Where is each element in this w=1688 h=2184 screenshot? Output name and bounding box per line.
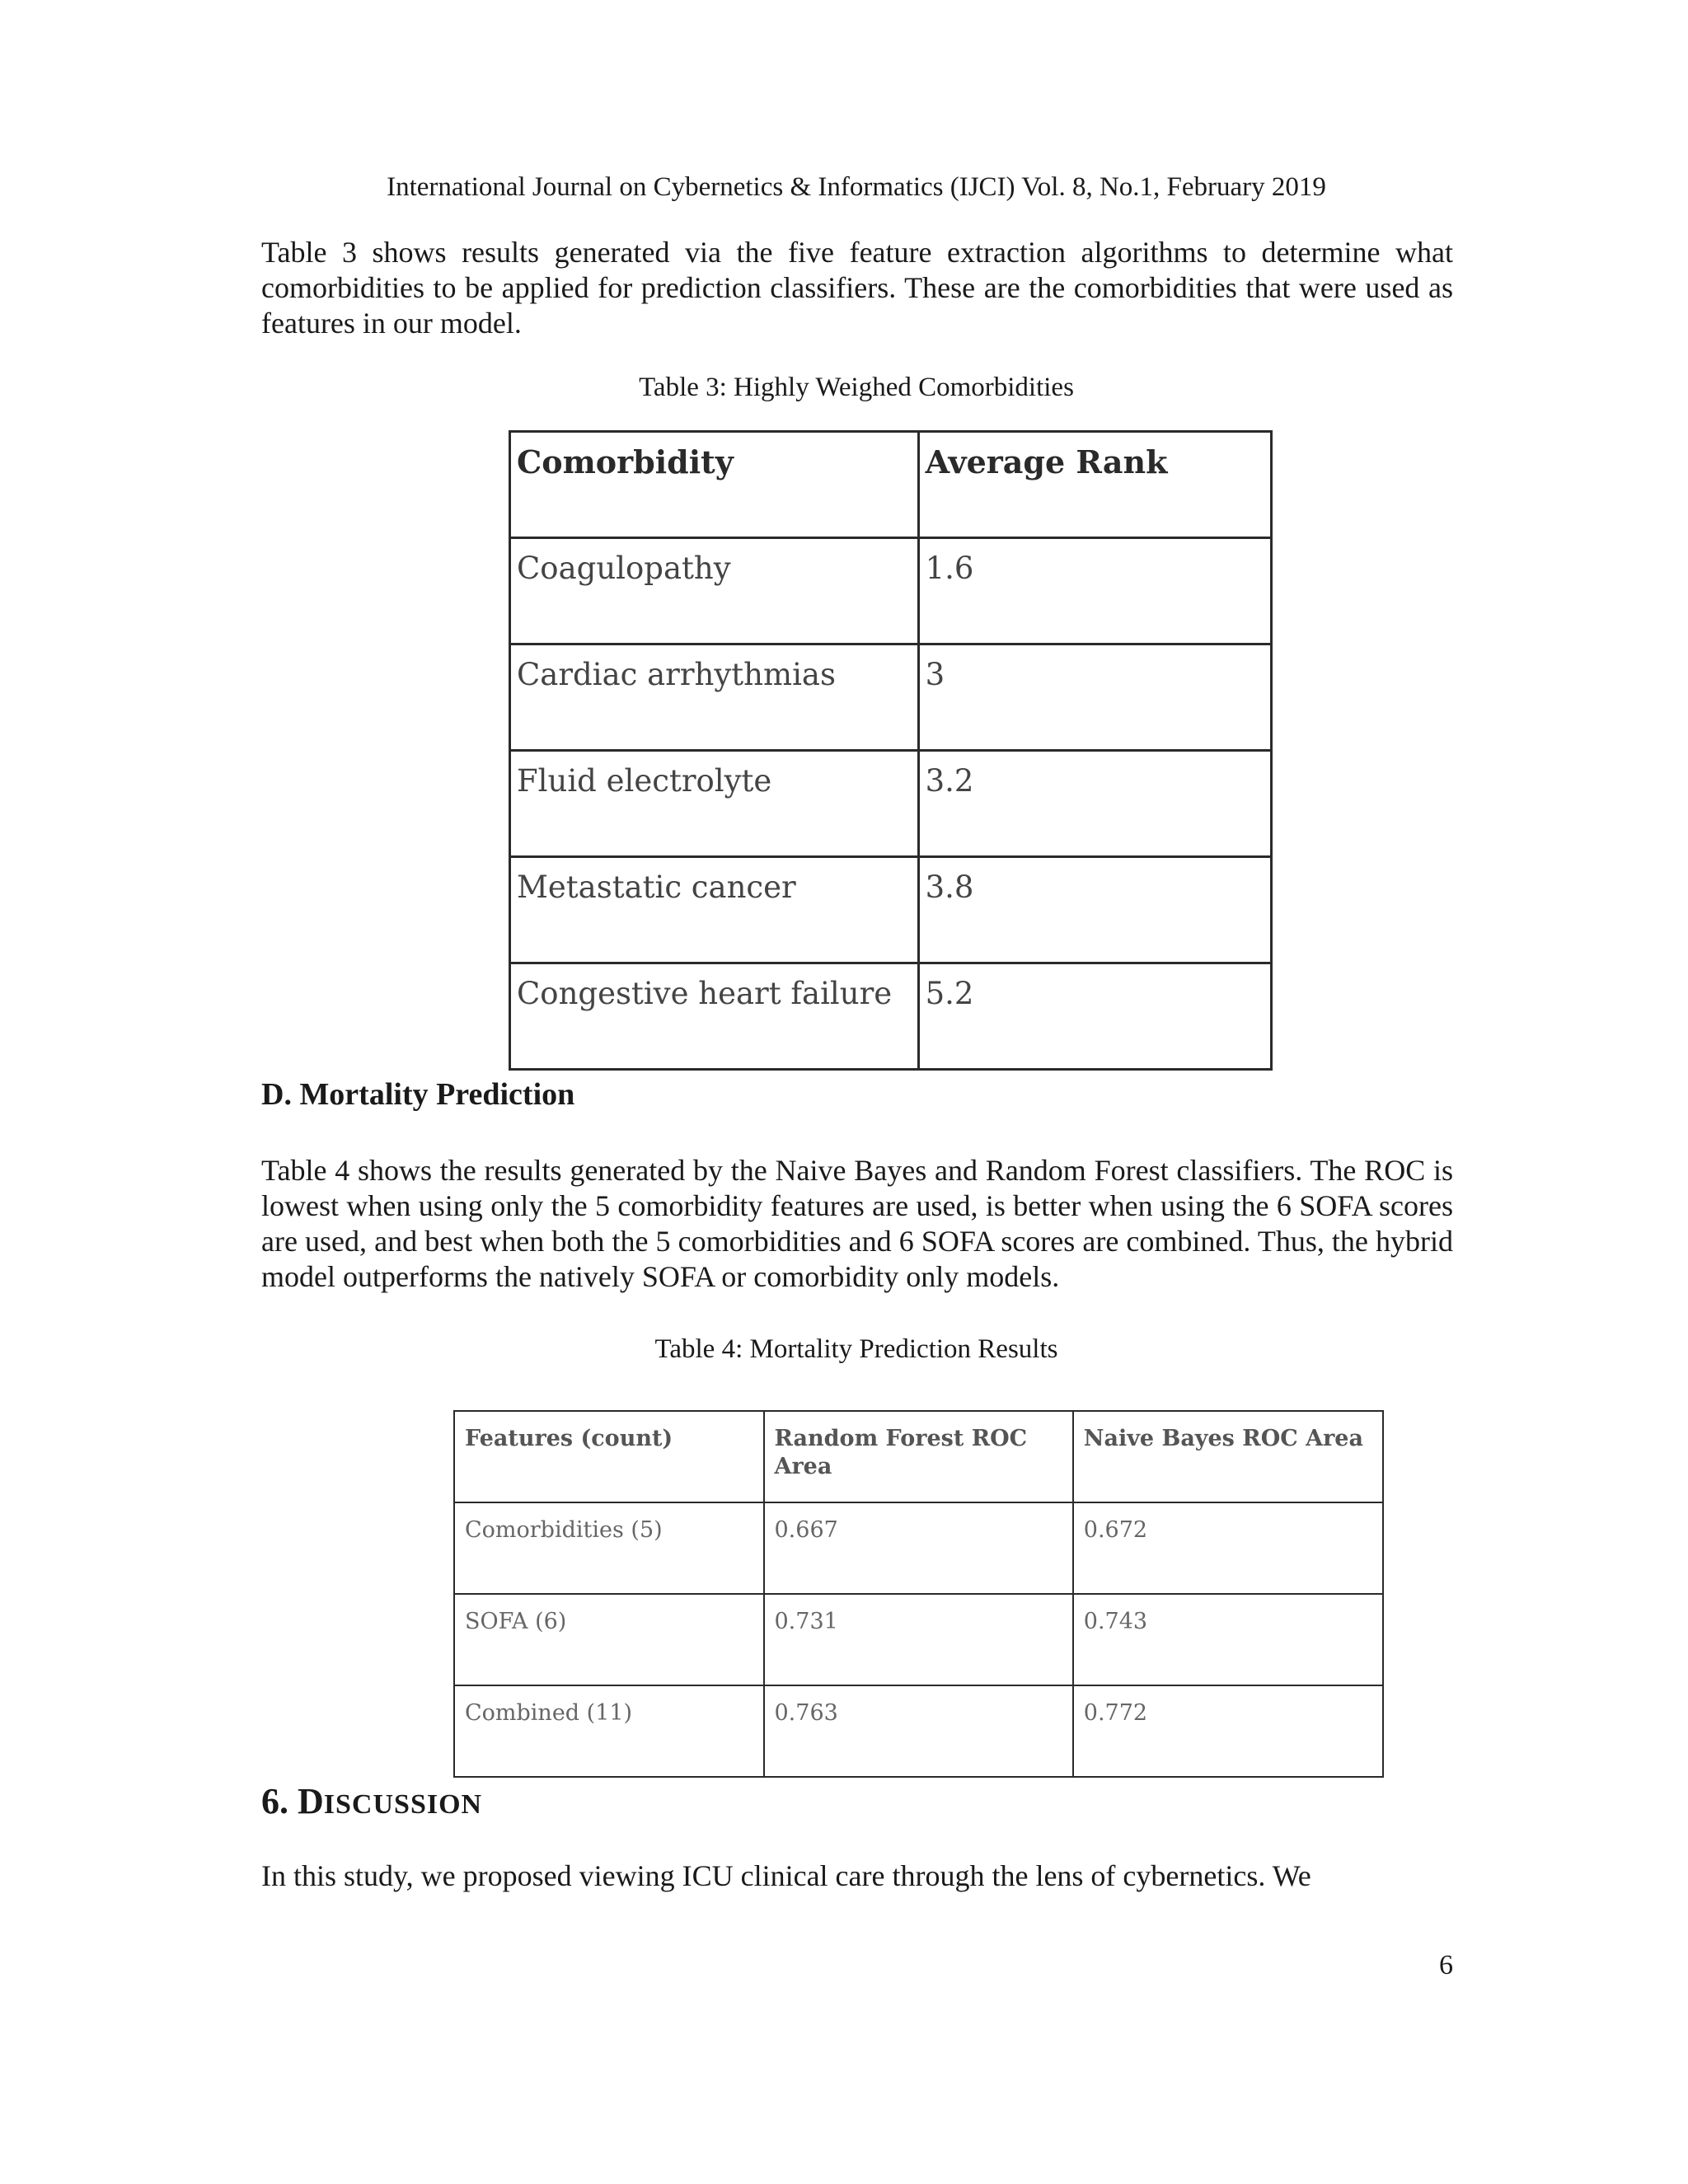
cell-average-rank: 1.6	[918, 538, 1271, 644]
table-header-row	[454, 1411, 1383, 1502]
cell-naive-bayes: 0.672	[1073, 1502, 1383, 1594]
column-header-comorbidity: Comorbidity	[510, 432, 919, 538]
table-row	[454, 1502, 1383, 1594]
cell-random-forest: 0.667	[764, 1502, 1073, 1594]
table-row	[510, 644, 1272, 751]
column-header-naive-bayes: Naive Bayes ROC Area	[1073, 1411, 1383, 1502]
table3-caption: Table 3: Highly Weighed Comorbidities	[639, 373, 1074, 402]
table-row	[510, 751, 1272, 857]
cell-comorbidity: Cardiac arrhythmias	[510, 644, 919, 751]
page-number: 6	[1439, 1950, 1453, 1980]
cell-naive-bayes: 0.743	[1073, 1594, 1383, 1685]
cell-features: Comorbidities (5)	[454, 1502, 764, 1594]
cell-average-rank: 3.2	[918, 751, 1271, 857]
section-6-number: 6. D	[261, 1781, 324, 1821]
cell-comorbidity: Congestive heart failure	[510, 963, 919, 1070]
table-row	[510, 538, 1272, 644]
section-6-title: ISCUSSION	[323, 1789, 483, 1820]
cell-random-forest: 0.731	[764, 1594, 1073, 1685]
cell-features: Combined (11)	[454, 1685, 764, 1777]
cell-naive-bayes: 0.772	[1073, 1685, 1383, 1777]
intro-paragraph: Table 3 shows results generated via the five feature extraction algorithms to determine what comorbidities to be applied for prediction classifiers. These are the comorbidities that were used as features in our model.	[261, 236, 1453, 340]
running-header: International Journal on Cybernetics & Informatics (IJCI) Vol. 8, No.1, February 2019	[387, 172, 1326, 202]
section-d-paragraph: Table 4 shows the results generated by the Naive Bayes and Random Forest classifiers. The ROC is lowest when using only the 5 comorbidity features are used, is better when using the 6 SOFA scores are used, and best when both the 5 comorbidities and 6 SOFA scores are combined. Thus, the hybrid model outperforms the natively SOFA or comorbidity only models.	[261, 1154, 1453, 1293]
mortality-results-table	[453, 1410, 1384, 1778]
cell-average-rank: 5.2	[918, 963, 1271, 1070]
cell-features: SOFA (6)	[454, 1594, 764, 1685]
section-6-heading	[261, 1780, 482, 1826]
cell-random-forest: 0.763	[764, 1685, 1073, 1777]
table4-caption: Table 4: Mortality Prediction Results	[654, 1334, 1058, 1364]
column-header-features: Features (count)	[454, 1411, 764, 1502]
cell-comorbidity: Coagulopathy	[510, 538, 919, 644]
table-row	[510, 963, 1272, 1070]
column-header-average-rank: Average Rank	[918, 432, 1271, 538]
table-row	[510, 857, 1272, 963]
table-header-row	[510, 432, 1272, 538]
table-row	[454, 1685, 1383, 1777]
comorbidities-table	[509, 430, 1273, 1071]
cell-comorbidity: Metastatic cancer	[510, 857, 919, 963]
column-header-random-forest: Random Forest ROC Area	[764, 1411, 1073, 1502]
discussion-paragraph: In this study, we proposed viewing ICU clinical care through the lens of cybernetics. We	[261, 1859, 1311, 1892]
cell-comorbidity: Fluid electrolyte	[510, 751, 919, 857]
section-d-heading: D. Mortality Prediction	[261, 1077, 575, 1112]
cell-average-rank: 3	[918, 644, 1271, 751]
table-row	[454, 1594, 1383, 1685]
cell-average-rank: 3.8	[918, 857, 1271, 963]
